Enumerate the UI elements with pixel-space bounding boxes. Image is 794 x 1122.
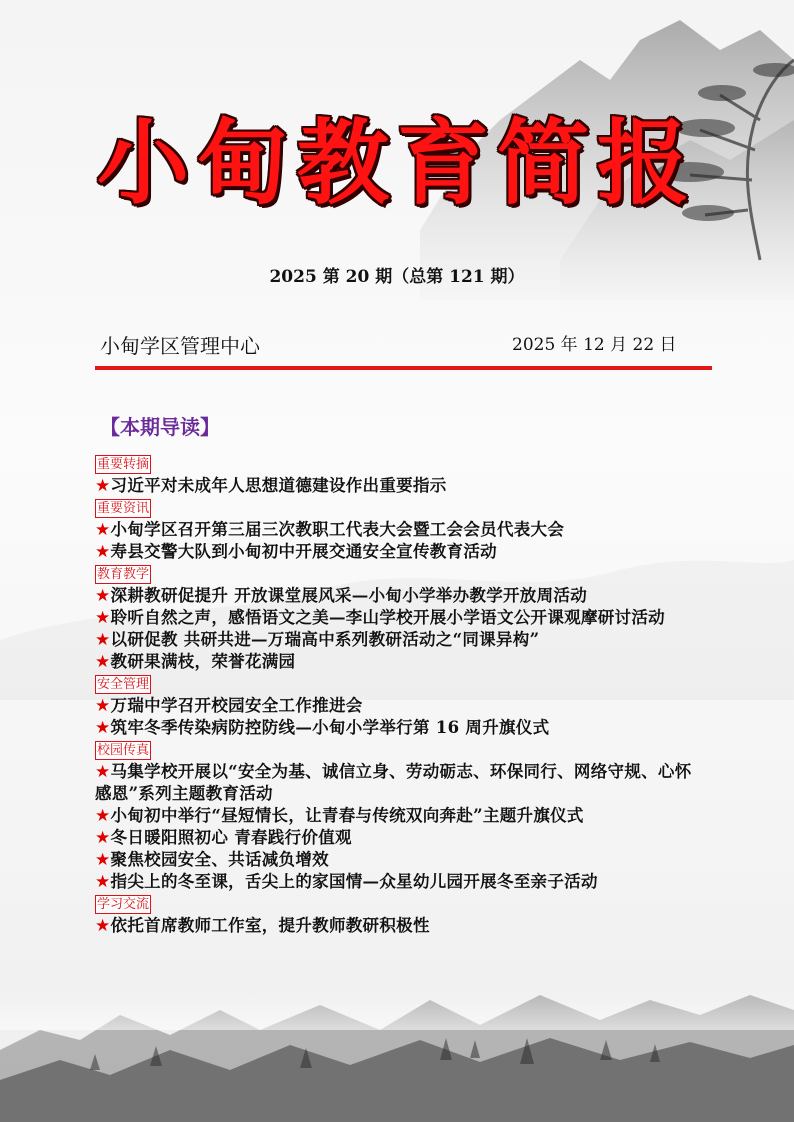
toc-section: [95, 563, 707, 673]
toc-item[interactable]: [95, 651, 707, 673]
section-tag: 校园传真: [97, 743, 150, 758]
toc-item-text: 万瑞中学召开校园安全工作推进会: [110, 696, 363, 715]
star-icon: ★: [95, 652, 111, 672]
toc-item[interactable]: [95, 871, 707, 893]
toc-item-text: 依托首席教师工作室，提升教师教研积极性: [110, 916, 430, 935]
star-icon: ★: [95, 608, 111, 628]
toc-item[interactable]: [95, 629, 707, 651]
star-icon: ★: [95, 916, 111, 936]
star-icon: ★: [95, 520, 111, 540]
publish-date: 2025 年 12 月 22 日: [512, 335, 677, 355]
toc-item[interactable]: [95, 607, 707, 629]
star-icon: ★: [95, 762, 111, 782]
toc-item[interactable]: [95, 695, 707, 717]
star-icon: ★: [95, 828, 111, 848]
toc-item-text: 冬日暖阳照初心 青春践行价值观: [110, 828, 352, 847]
star-icon: ★: [95, 718, 111, 738]
toc-item[interactable]: [95, 761, 707, 805]
toc-section: [95, 673, 707, 739]
star-icon: ★: [95, 806, 111, 826]
toc-item[interactable]: [95, 805, 707, 827]
toc-item-text: 小甸学区召开第三届三次教职工代表大会暨工会会员代表大会: [110, 520, 565, 539]
star-icon: ★: [95, 696, 111, 716]
toc-item[interactable]: [95, 827, 707, 849]
toc-item-text: 聚焦校园安全、共话减负增效: [110, 850, 329, 869]
issue-number: 2025 第 20 期（总第 121 期）: [269, 267, 525, 287]
toc-item[interactable]: [95, 519, 707, 541]
toc-item[interactable]: [95, 475, 707, 497]
toc-item[interactable]: [95, 849, 707, 871]
toc-item[interactable]: [95, 717, 707, 739]
star-icon: ★: [95, 630, 111, 650]
masthead-title: 小甸教育简报: [96, 110, 697, 217]
section-tag: 学习交流: [97, 897, 150, 912]
toc-item-text: 筑牢冬季传染病防控防线—小甸小学举行第 16 周升旗仪式: [110, 718, 550, 737]
toc-section: [95, 893, 707, 937]
toc-item[interactable]: [95, 585, 707, 607]
toc-item-text: 寿县交警大队到小甸初中开展交通安全宣传教育活动: [110, 542, 497, 561]
star-icon: ★: [95, 542, 111, 562]
toc-item-text: 教研果满枝，荣誉花满园: [110, 652, 296, 671]
toc-section: [95, 497, 707, 563]
toc-item-text: 指尖上的冬至课，舌尖上的家国情—众星幼儿园开展冬至亲子活动: [110, 872, 598, 891]
toc-item-text: 深耕教研促提升 开放课堂展风采—小甸小学举办教学开放周活动: [110, 586, 587, 605]
star-icon: ★: [95, 872, 111, 892]
toc-section: [95, 739, 707, 893]
star-icon: ★: [95, 850, 111, 870]
toc-item[interactable]: [95, 915, 707, 937]
toc-item-text: 习近平对未成年人思想道德建设作出重要指示: [110, 476, 447, 495]
section-tag: 重要资讯: [97, 501, 150, 516]
toc-item-text: 马集学校开展以“安全为基、诚信立身、劳动砺志、环保同行、网络守规、心怀感恩”系列主题教育活动: [95, 762, 692, 803]
section-tag: 安全管理: [97, 677, 150, 692]
toc-section: [95, 453, 707, 497]
toc-item-text: 聆听自然之声，感悟语文之美—李山学校开展小学语文公开课观摩研讨活动: [110, 608, 665, 627]
publisher-name: 小甸学区管理中心: [100, 334, 260, 358]
guide-heading: 【本期导读】: [100, 415, 220, 439]
section-tag: 教育教学: [97, 567, 150, 582]
section-tag: 重要转摘: [97, 457, 150, 472]
table-of-contents: [95, 453, 707, 937]
header-divider: [95, 366, 712, 370]
star-icon: ★: [95, 586, 111, 606]
toc-item-text: 小甸初中举行“昼短情长，让青春与传统双向奔赴”主题升旗仪式: [110, 806, 584, 825]
star-icon: ★: [95, 476, 111, 496]
toc-item-text: 以研促教 共研共进—万瑞高中系列教研活动之“同课异构”: [110, 630, 540, 649]
toc-item[interactable]: [95, 541, 707, 563]
